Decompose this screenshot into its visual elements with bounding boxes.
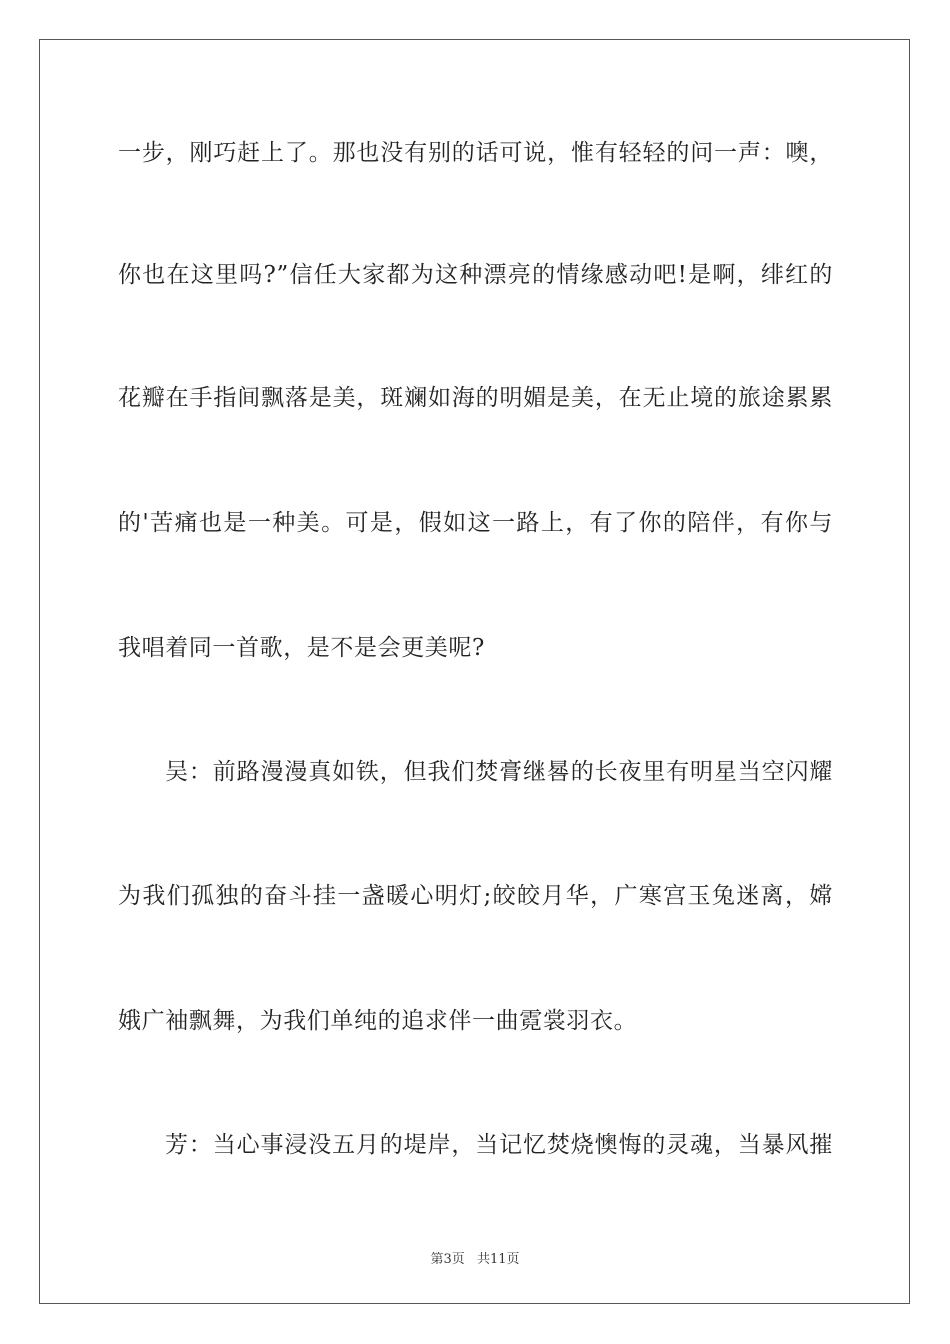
text-line-1: 一步，刚巧赶上了。那也没有别的话可说，惟有轻轻的问一声：噢，	[118, 140, 833, 166]
text-line-8: 娥广袖飘舞，为我们单纯的追求伴一曲霓裳羽衣。	[118, 1008, 638, 1034]
text-line-6: 吴：前路漫漫真如铁，但我们焚膏继晷的长夜里有明星当空闪耀	[165, 759, 833, 785]
page-footer	[0, 1248, 950, 1267]
text-line-7: 为我们孤独的奋斗挂一盏暖心明灯;皎皎月华，广寒宫玉兔迷离，嫦	[118, 883, 833, 909]
text-line-2: 你也在这里吗?”信任大家都为这种漂亮的情缘感动吧!是啊，绯红的	[118, 262, 833, 288]
page-number: 第3页	[430, 1252, 465, 1267]
text-line-5: 我唱着同一首歌，是不是会更美呢?	[118, 635, 485, 661]
page-border	[39, 39, 910, 1304]
total-pages: 共11页	[476, 1252, 520, 1267]
text-line-4: 的'苦痛也是一种美。可是，假如这一路上，有了你的陪伴，有你与	[118, 510, 833, 536]
text-line-3: 花瓣在手指间飘落是美，斑斓如海的明媚是美，在无止境的旅途累累	[118, 385, 833, 411]
text-line-9: 芳：当心事浸没五月的堤岸，当记忆焚烧懊悔的灵魂，当暴风摧	[165, 1132, 833, 1158]
